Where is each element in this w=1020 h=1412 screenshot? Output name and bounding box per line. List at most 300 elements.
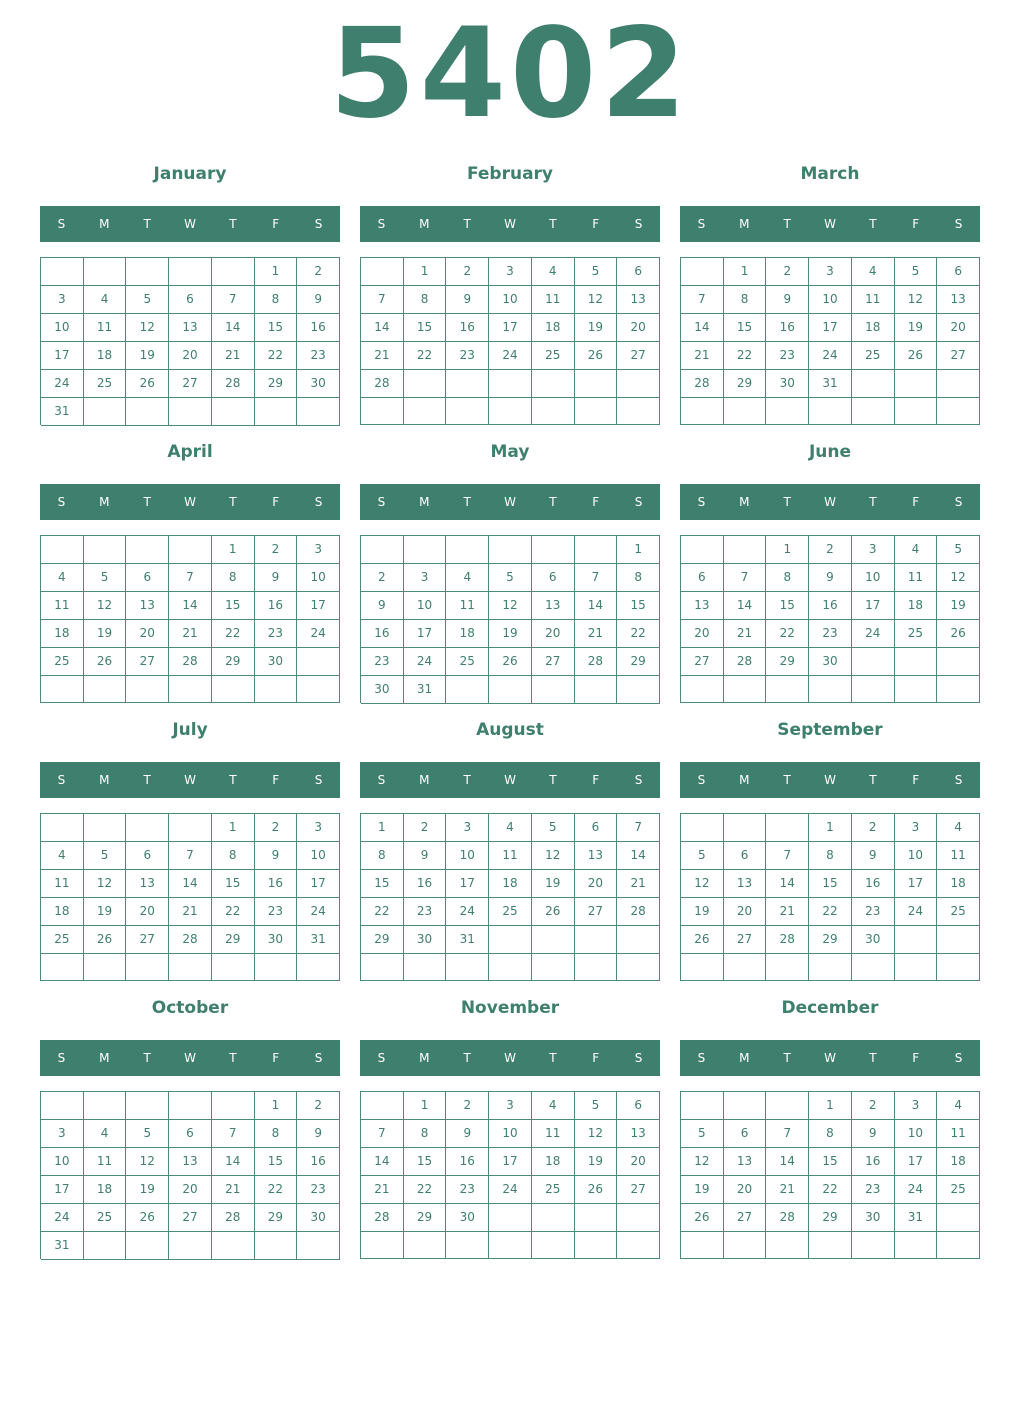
day-cell: 14 [766, 1148, 809, 1176]
day-cell: 20 [617, 314, 660, 342]
weekday-label: M [739, 495, 750, 509]
day-grid [360, 1091, 660, 1259]
day-cell: 25 [446, 648, 489, 676]
day-cell: 23 [809, 620, 852, 648]
day-cell: 28 [766, 1204, 809, 1232]
day-cell: 1 [809, 1092, 852, 1120]
empty-cell [617, 1204, 660, 1232]
empty-cell [895, 1232, 938, 1259]
empty-cell [766, 398, 809, 425]
weekday-label: S [634, 495, 643, 509]
day-cell: 12 [126, 314, 169, 342]
empty-cell [126, 814, 169, 842]
empty-cell [852, 954, 895, 981]
empty-cell [84, 398, 127, 426]
day-cell: 13 [724, 870, 767, 898]
weekday-label: F [592, 1051, 600, 1065]
day-cell: 31 [297, 926, 340, 954]
day-cell: 6 [724, 1120, 767, 1148]
weekday-label: W [184, 773, 196, 787]
empty-cell [617, 676, 660, 704]
day-cell: 25 [41, 648, 84, 676]
day-cell: 18 [446, 620, 489, 648]
weekday-label: S [57, 1051, 66, 1065]
weekday-label: W [824, 495, 836, 509]
day-cell: 28 [361, 1204, 404, 1232]
weekday-label: S [314, 773, 323, 787]
empty-cell [404, 954, 447, 981]
day-cell: 17 [852, 592, 895, 620]
day-cell: 4 [895, 536, 938, 564]
day-cell: 29 [255, 1204, 298, 1232]
empty-cell [681, 954, 724, 981]
empty-cell [84, 814, 127, 842]
day-grid [680, 813, 980, 981]
day-cell: 4 [532, 1092, 575, 1120]
day-cell: 6 [169, 1120, 212, 1148]
day-grid [680, 535, 980, 703]
day-cell: 21 [212, 342, 255, 370]
empty-cell [489, 398, 532, 425]
weekday-label: T [869, 217, 877, 231]
month-name: August [476, 720, 544, 740]
month-name: May [490, 442, 530, 462]
day-cell: 16 [404, 870, 447, 898]
day-cell: 30 [404, 926, 447, 954]
weekday-label: F [272, 773, 280, 787]
empty-cell [937, 1204, 980, 1232]
day-cell: 30 [446, 1204, 489, 1232]
day-cell: 22 [361, 898, 404, 926]
day-cell: 26 [681, 926, 724, 954]
weekday-label: T [549, 217, 557, 231]
empty-cell [681, 676, 724, 703]
day-cell: 9 [852, 1120, 895, 1148]
day-cell: 2 [446, 1092, 489, 1120]
weekday-label: F [272, 495, 280, 509]
day-cell: 2 [446, 258, 489, 286]
day-cell: 30 [809, 648, 852, 676]
day-cell: 23 [766, 342, 809, 370]
day-cell: 3 [489, 258, 532, 286]
weekday-header [360, 206, 660, 242]
day-cell: 22 [404, 1176, 447, 1204]
empty-cell [766, 1092, 809, 1120]
day-cell: 18 [532, 314, 575, 342]
day-cell: 21 [766, 1176, 809, 1204]
day-cell: 11 [489, 842, 532, 870]
day-cell: 3 [404, 564, 447, 592]
weekday-label: W [504, 217, 516, 231]
day-cell: 15 [809, 1148, 852, 1176]
month-name: January [153, 164, 227, 184]
day-cell: 17 [41, 1176, 84, 1204]
day-cell: 11 [84, 314, 127, 342]
day-cell: 14 [212, 314, 255, 342]
day-cell: 14 [575, 592, 618, 620]
day-cell: 30 [852, 1204, 895, 1232]
day-cell: 24 [809, 342, 852, 370]
day-cell: 5 [681, 1120, 724, 1148]
weekday-label: F [592, 495, 600, 509]
day-cell: 6 [617, 258, 660, 286]
day-cell: 2 [255, 536, 298, 564]
weekday-label: T [143, 1051, 151, 1065]
year-title: 5402 [329, 2, 691, 146]
day-cell: 5 [126, 286, 169, 314]
day-cell: 10 [852, 564, 895, 592]
empty-cell [84, 258, 127, 286]
day-cell: 1 [404, 1092, 447, 1120]
day-cell: 16 [766, 314, 809, 342]
day-cell: 1 [255, 1092, 298, 1120]
day-cell: 4 [84, 1120, 127, 1148]
empty-cell [617, 370, 660, 398]
empty-cell [809, 676, 852, 703]
month-may [360, 440, 660, 712]
weekday-label: T [463, 495, 471, 509]
day-cell: 18 [895, 592, 938, 620]
day-cell: 22 [724, 342, 767, 370]
weekday-header [680, 206, 980, 242]
weekday-header [360, 484, 660, 520]
day-cell: 21 [766, 898, 809, 926]
day-cell: 8 [361, 842, 404, 870]
weekday-label: S [634, 773, 643, 787]
day-cell: 24 [489, 1176, 532, 1204]
day-cell: 10 [895, 842, 938, 870]
day-cell: 16 [852, 1148, 895, 1176]
day-cell: 25 [84, 1204, 127, 1232]
empty-cell [361, 1232, 404, 1259]
empty-cell [169, 536, 212, 564]
weekday-label: S [377, 773, 386, 787]
weekday-label: W [184, 1051, 196, 1065]
empty-cell [766, 814, 809, 842]
empty-cell [532, 398, 575, 425]
day-cell: 30 [255, 926, 298, 954]
weekday-label: S [697, 495, 706, 509]
day-cell: 12 [84, 870, 127, 898]
day-cell: 9 [809, 564, 852, 592]
day-cell: 28 [212, 370, 255, 398]
day-cell: 11 [41, 870, 84, 898]
day-cell: 22 [255, 1176, 298, 1204]
day-cell: 31 [41, 398, 84, 426]
month-november [360, 996, 660, 1268]
day-cell: 15 [724, 314, 767, 342]
weekday-label: W [824, 217, 836, 231]
empty-cell [575, 398, 618, 425]
day-cell: 15 [404, 1148, 447, 1176]
empty-cell [532, 370, 575, 398]
day-cell: 24 [404, 648, 447, 676]
day-cell: 1 [809, 814, 852, 842]
month-april [40, 440, 340, 712]
day-cell: 9 [446, 286, 489, 314]
empty-cell [724, 398, 767, 425]
empty-cell [255, 954, 298, 981]
empty-cell [809, 1232, 852, 1259]
day-cell: 23 [255, 620, 298, 648]
weekday-label: W [824, 773, 836, 787]
day-cell: 1 [212, 536, 255, 564]
day-cell: 9 [255, 564, 298, 592]
day-cell: 1 [766, 536, 809, 564]
weekday-label: T [463, 217, 471, 231]
weekday-label: T [549, 773, 557, 787]
empty-cell [446, 954, 489, 981]
day-cell: 12 [575, 286, 618, 314]
weekday-label: S [634, 217, 643, 231]
weekday-label: F [912, 1051, 920, 1065]
month-name: March [800, 164, 860, 184]
day-cell: 1 [617, 536, 660, 564]
day-cell: 19 [895, 314, 938, 342]
day-cell: 17 [297, 592, 340, 620]
empty-cell [617, 1232, 660, 1259]
empty-cell [489, 926, 532, 954]
empty-cell [255, 398, 298, 426]
day-cell: 23 [297, 1176, 340, 1204]
day-cell: 8 [724, 286, 767, 314]
empty-cell [532, 676, 575, 704]
empty-cell [297, 1232, 340, 1260]
day-cell: 19 [84, 620, 127, 648]
day-cell: 27 [724, 926, 767, 954]
empty-cell [724, 814, 767, 842]
day-cell: 11 [937, 1120, 980, 1148]
day-cell: 26 [126, 370, 169, 398]
day-cell: 11 [41, 592, 84, 620]
empty-cell [84, 1232, 127, 1260]
day-cell: 7 [766, 1120, 809, 1148]
weekday-header [360, 1040, 660, 1076]
day-cell: 13 [169, 314, 212, 342]
day-grid [40, 535, 340, 703]
empty-cell [489, 954, 532, 981]
day-cell: 15 [404, 314, 447, 342]
day-cell: 5 [575, 258, 618, 286]
day-cell: 20 [126, 898, 169, 926]
month-name: February [466, 164, 554, 184]
day-cell: 22 [255, 342, 298, 370]
day-cell: 2 [766, 258, 809, 286]
day-cell: 8 [809, 1120, 852, 1148]
day-cell: 8 [255, 286, 298, 314]
empty-cell [852, 1232, 895, 1259]
day-cell: 22 [809, 898, 852, 926]
day-cell: 5 [937, 536, 980, 564]
day-cell: 21 [169, 898, 212, 926]
day-cell: 3 [41, 286, 84, 314]
empty-cell [41, 954, 84, 981]
day-cell: 14 [617, 842, 660, 870]
day-cell: 24 [41, 370, 84, 398]
day-cell: 23 [446, 1176, 489, 1204]
day-cell: 2 [404, 814, 447, 842]
day-cell: 18 [41, 898, 84, 926]
weekday-label: S [954, 217, 963, 231]
empty-cell [852, 676, 895, 703]
day-cell: 12 [489, 592, 532, 620]
day-cell: 20 [724, 898, 767, 926]
day-cell: 28 [724, 648, 767, 676]
day-cell: 17 [41, 342, 84, 370]
empty-cell [404, 398, 447, 425]
day-cell: 4 [532, 258, 575, 286]
day-grid [40, 813, 340, 981]
day-grid [360, 813, 660, 981]
day-cell: 24 [446, 898, 489, 926]
day-cell: 19 [84, 898, 127, 926]
day-cell: 5 [489, 564, 532, 592]
day-cell: 15 [255, 1148, 298, 1176]
weekday-label: S [954, 1051, 963, 1065]
day-cell: 13 [126, 592, 169, 620]
day-cell: 31 [41, 1232, 84, 1260]
day-cell: 31 [809, 370, 852, 398]
day-cell: 11 [937, 842, 980, 870]
weekday-label: T [143, 495, 151, 509]
day-cell: 14 [361, 1148, 404, 1176]
weekday-label: M [739, 773, 750, 787]
day-cell: 25 [895, 620, 938, 648]
empty-cell [212, 954, 255, 981]
weekday-header [40, 484, 340, 520]
day-cell: 19 [575, 314, 618, 342]
weekday-label: F [912, 773, 920, 787]
day-cell: 14 [766, 870, 809, 898]
empty-cell [361, 536, 404, 564]
empty-cell [41, 676, 84, 703]
empty-cell [575, 1204, 618, 1232]
weekday-label: S [377, 495, 386, 509]
month-name: April [167, 442, 213, 462]
day-cell: 30 [297, 370, 340, 398]
empty-cell [41, 536, 84, 564]
empty-cell [617, 954, 660, 981]
day-cell: 25 [84, 370, 127, 398]
day-cell: 28 [212, 1204, 255, 1232]
day-cell: 19 [126, 342, 169, 370]
day-cell: 22 [766, 620, 809, 648]
day-cell: 23 [852, 898, 895, 926]
weekday-header [40, 762, 340, 798]
weekday-label: F [592, 773, 600, 787]
weekday-label: M [419, 495, 430, 509]
day-cell: 23 [404, 898, 447, 926]
day-cell: 5 [895, 258, 938, 286]
empty-cell [169, 398, 212, 426]
day-cell: 25 [852, 342, 895, 370]
day-cell: 3 [297, 536, 340, 564]
empty-cell [404, 1232, 447, 1259]
day-cell: 21 [617, 870, 660, 898]
day-cell: 13 [724, 1148, 767, 1176]
day-cell: 5 [681, 842, 724, 870]
weekday-label: S [697, 1051, 706, 1065]
day-cell: 8 [766, 564, 809, 592]
empty-cell [532, 954, 575, 981]
day-cell: 28 [617, 898, 660, 926]
day-cell: 2 [255, 814, 298, 842]
weekday-label: T [143, 773, 151, 787]
weekday-label: W [824, 1051, 836, 1065]
day-cell: 2 [297, 258, 340, 286]
day-cell: 12 [532, 842, 575, 870]
weekday-header [680, 762, 980, 798]
day-cell: 27 [532, 648, 575, 676]
month-name: September [777, 720, 883, 740]
day-cell: 8 [809, 842, 852, 870]
empty-cell [852, 370, 895, 398]
empty-cell [575, 1232, 618, 1259]
day-cell: 10 [41, 1148, 84, 1176]
day-cell: 31 [895, 1204, 938, 1232]
day-cell: 6 [575, 814, 618, 842]
empty-cell [617, 926, 660, 954]
weekday-label: T [463, 1051, 471, 1065]
day-cell: 11 [532, 1120, 575, 1148]
month-july [40, 718, 340, 990]
day-cell: 3 [41, 1120, 84, 1148]
empty-cell [724, 536, 767, 564]
empty-cell [489, 370, 532, 398]
empty-cell [724, 1232, 767, 1259]
day-cell: 29 [361, 926, 404, 954]
day-cell: 27 [126, 926, 169, 954]
empty-cell [681, 1232, 724, 1259]
day-cell: 14 [169, 592, 212, 620]
empty-cell [404, 370, 447, 398]
empty-cell [126, 258, 169, 286]
empty-cell [41, 1092, 84, 1120]
day-cell: 5 [126, 1120, 169, 1148]
day-cell: 22 [404, 342, 447, 370]
weekday-label: T [549, 1051, 557, 1065]
day-cell: 16 [446, 314, 489, 342]
day-cell: 16 [297, 1148, 340, 1176]
day-cell: 21 [212, 1176, 255, 1204]
empty-cell [937, 648, 980, 676]
empty-cell [681, 536, 724, 564]
day-cell: 7 [681, 286, 724, 314]
weekday-label: M [99, 773, 110, 787]
month-september [680, 718, 980, 990]
empty-cell [937, 370, 980, 398]
day-cell: 29 [255, 370, 298, 398]
day-cell: 15 [809, 870, 852, 898]
day-cell: 3 [297, 814, 340, 842]
empty-cell [126, 1232, 169, 1260]
day-cell: 13 [617, 1120, 660, 1148]
weekday-label: T [783, 495, 791, 509]
weekday-label: S [954, 495, 963, 509]
day-cell: 21 [575, 620, 618, 648]
weekday-label: S [634, 1051, 643, 1065]
empty-cell [212, 676, 255, 703]
day-cell: 2 [852, 1092, 895, 1120]
month-name: October [151, 998, 229, 1018]
empty-cell [809, 398, 852, 425]
day-cell: 29 [724, 370, 767, 398]
day-cell: 27 [937, 342, 980, 370]
day-cell: 21 [169, 620, 212, 648]
day-cell: 7 [575, 564, 618, 592]
day-cell: 4 [937, 814, 980, 842]
weekday-label: T [229, 495, 237, 509]
